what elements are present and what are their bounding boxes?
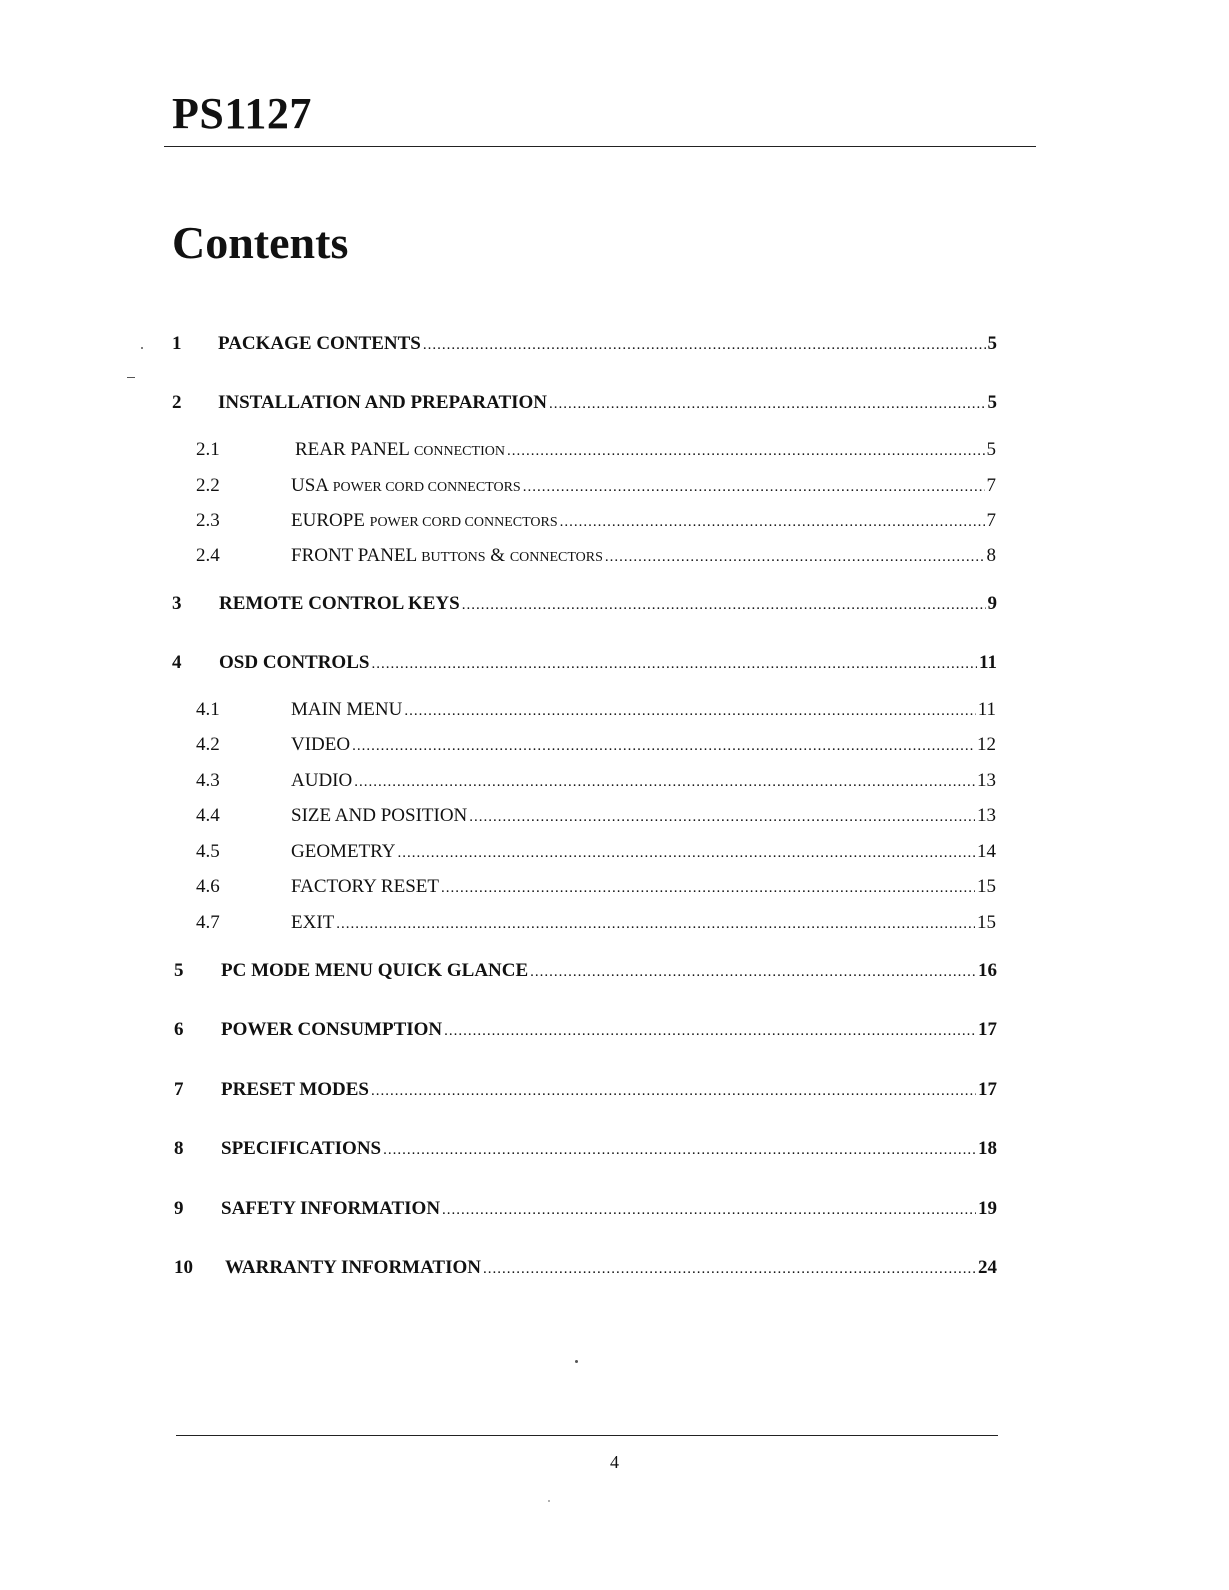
toc-subentry[interactable] (196, 735, 996, 754)
toc-entry-title: WARRANTY INFORMATION (225, 1257, 481, 1278)
toc-entry-number: 4.1 (196, 699, 220, 720)
toc-entry[interactable] (172, 594, 997, 613)
toc-entry-number: 4.6 (196, 876, 220, 897)
toc-entry-number: 2.4 (196, 545, 220, 566)
toc-entry-number: 4.7 (196, 912, 220, 933)
toc-subentry[interactable] (196, 877, 996, 896)
toc-leader-dots (530, 965, 976, 980)
toc-leader-dots (462, 598, 986, 613)
toc-entry-title: VIDEO (291, 734, 351, 755)
toc-entry-page: 24 (978, 1257, 997, 1278)
toc-subentry[interactable] (196, 913, 996, 932)
scan-speck (127, 377, 135, 378)
toc-leader-dots (469, 810, 975, 825)
toc-leader-dots (444, 1024, 976, 1039)
toc-entry-page: 12 (977, 734, 996, 755)
toc-leader-dots (383, 1143, 976, 1158)
toc-entry-title: REMOTE CONTROL KEYS (219, 593, 460, 614)
toc-entry-title: SPECIFICATIONS (221, 1138, 382, 1159)
toc-title-small: BUTTONS (421, 550, 486, 565)
toc-leader-dots (523, 480, 985, 495)
toc-entry-number: 7 (174, 1079, 184, 1100)
toc-subentry[interactable] (196, 440, 996, 459)
toc-entry-number: 3 (172, 593, 182, 614)
toc-leader-dots (605, 550, 985, 565)
toc-entry-number: 4.2 (196, 734, 220, 755)
toc-title-small: CONNECTION (413, 444, 505, 459)
toc-entry[interactable] (174, 1020, 997, 1039)
toc-entry-number: 10 (174, 1257, 193, 1278)
toc-entry-page: 19 (978, 1198, 997, 1219)
toc-entry[interactable] (172, 653, 997, 672)
page-number: 4 (610, 1452, 619, 1472)
toc-entry-page: 15 (977, 912, 996, 933)
toc-title-main: USA (291, 475, 328, 496)
toc-leader-dots (404, 704, 975, 719)
toc-leader-dots (441, 881, 975, 896)
toc-entry-page: 13 (977, 770, 996, 791)
toc-entry-title: OSD CONTROLS (219, 652, 370, 673)
toc-entry-page: 11 (977, 699, 996, 720)
toc-leader-dots (423, 338, 986, 353)
toc-leader-dots (336, 917, 975, 932)
toc-entry[interactable] (174, 1258, 997, 1277)
toc-entry-number: 8 (174, 1138, 184, 1159)
toc-leader-dots (352, 739, 975, 754)
toc-entry-page: 5 (987, 392, 997, 413)
toc-entry-page: 11 (979, 652, 997, 673)
scan-speck (548, 1500, 550, 1502)
toc-entry-number: 4 (172, 652, 182, 673)
toc-entry-title (291, 546, 603, 565)
toc-leader-dots (560, 515, 985, 530)
toc-leader-dots (507, 444, 985, 459)
toc-entry-page: 9 (987, 593, 997, 614)
toc-entry-page: 18 (978, 1138, 997, 1159)
toc-entry-number: 5 (174, 960, 184, 981)
toc-entry-title: PACKAGE CONTENTS (218, 333, 421, 354)
toc-title-small: POWER CORD CONNECTORS (332, 480, 521, 495)
toc-entry-number: 4.3 (196, 770, 220, 791)
toc-entry-title: MAIN MENU (291, 699, 403, 720)
toc-entry-number: 1 (172, 333, 182, 354)
toc-entry-title (295, 440, 505, 459)
toc-leader-dots (442, 1203, 976, 1218)
toc-entry-page: 7 (986, 475, 996, 496)
toc-entry-title: FACTORY RESET (291, 876, 439, 897)
toc-entry-title (291, 511, 558, 530)
toc-entry[interactable] (174, 1199, 997, 1218)
toc-entry-title: PC MODE MENU QUICK GLANCE (221, 960, 529, 981)
toc-entry[interactable] (174, 1139, 997, 1158)
toc-entry-title (291, 476, 521, 495)
toc-entry-number: 2.1 (196, 439, 220, 460)
toc-title-main: EUROPE (291, 510, 365, 531)
toc-entry[interactable] (172, 393, 997, 412)
toc-entry-number: 2.3 (196, 510, 220, 531)
toc-subentry[interactable] (196, 771, 996, 790)
toc-title-small: CONNECTORS (509, 550, 603, 565)
toc-subentry[interactable] (196, 546, 996, 565)
toc-entry[interactable] (174, 1080, 997, 1099)
toc-title-ampersand: & (490, 545, 506, 566)
page-heading: Contents (172, 217, 349, 268)
toc-entry-title: SIZE AND POSITION (291, 805, 468, 826)
toc-entry-page: 13 (977, 805, 996, 826)
toc-entry-title: AUDIO (291, 770, 353, 791)
toc-subentry[interactable] (196, 806, 996, 825)
toc-entry-page: 15 (977, 876, 996, 897)
toc-entry-number: 4.4 (196, 805, 220, 826)
toc-entry-title: EXIT (291, 912, 335, 933)
toc-entry[interactable] (172, 334, 997, 353)
toc-subentry[interactable] (196, 511, 996, 530)
toc-entry-page: 17 (978, 1079, 997, 1100)
toc-entry-page: 14 (977, 841, 996, 862)
toc-entry-title: INSTALLATION AND PREPARATION (218, 392, 548, 413)
toc-entry-page: 7 (986, 510, 996, 531)
toc-entry-number: 2.2 (196, 475, 220, 496)
toc-leader-dots (371, 1084, 976, 1099)
toc-leader-dots (549, 397, 985, 412)
toc-entry-number: 2 (172, 392, 182, 413)
toc-entry-title: SAFETY INFORMATION (221, 1198, 441, 1219)
toc-entry-page: 8 (986, 545, 996, 566)
toc-title-main: FRONT PANEL (291, 545, 417, 566)
toc-entry-number: 6 (174, 1019, 184, 1040)
toc-leader-dots (483, 1262, 976, 1277)
header-model-title: PS1127 (172, 89, 312, 138)
toc-leader-dots (354, 775, 975, 790)
toc-entry-page: 17 (978, 1019, 997, 1040)
toc-entry-page: 16 (978, 960, 997, 981)
toc-entry-title: PRESET MODES (221, 1079, 369, 1100)
footer-rule (176, 1435, 998, 1436)
toc-subentry[interactable] (196, 842, 996, 861)
toc-subentry[interactable] (196, 476, 996, 495)
scan-speck (575, 1360, 578, 1363)
toc-entry-title: POWER CONSUMPTION (221, 1019, 443, 1040)
toc-leader-dots (398, 846, 976, 861)
scan-speck (141, 347, 143, 349)
toc-entry-number: 9 (174, 1198, 184, 1219)
toc-subentry[interactable] (196, 700, 996, 719)
toc-entry-number: 4.5 (196, 841, 220, 862)
toc-leader-dots (371, 657, 977, 672)
toc-entry[interactable] (174, 961, 997, 980)
toc-entry-title: GEOMETRY (291, 841, 396, 862)
toc-title-small: POWER CORD CONNECTORS (369, 515, 558, 530)
toc-title-main: REAR PANEL (295, 439, 410, 460)
toc-entry-page: 5 (987, 333, 997, 354)
toc-entry-page: 5 (986, 439, 996, 460)
